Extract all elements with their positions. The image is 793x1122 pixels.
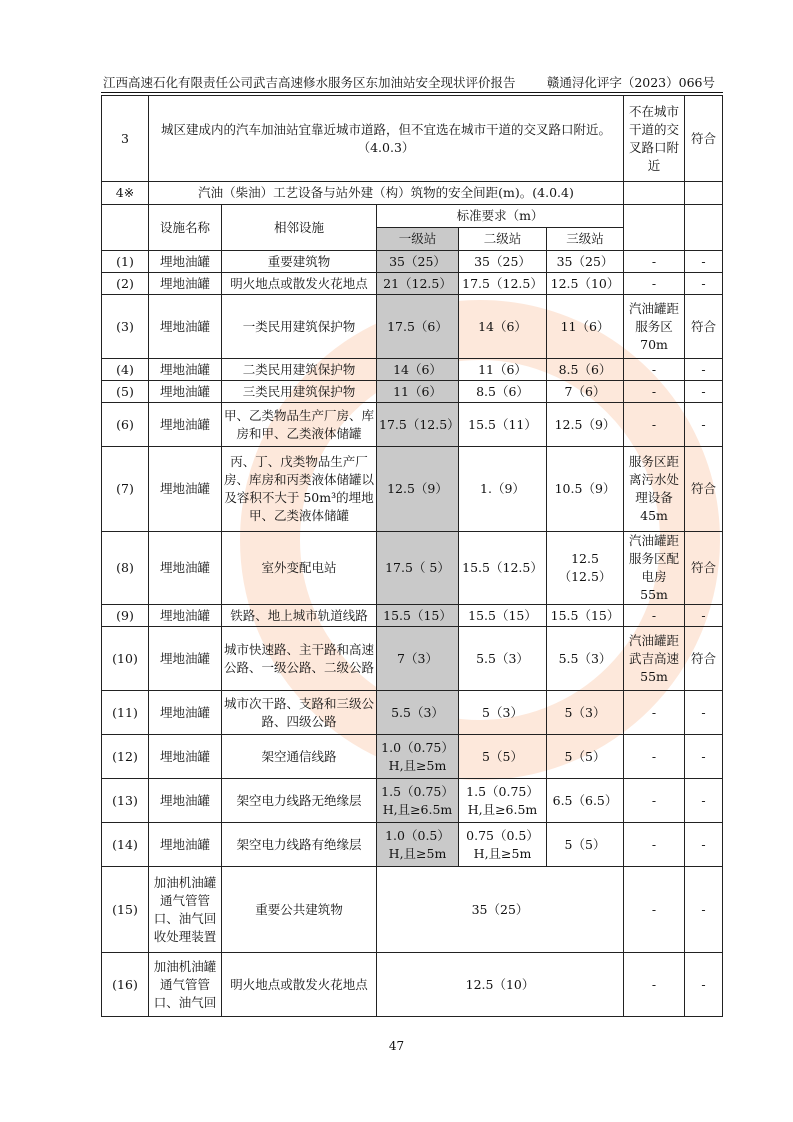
status-cell — [624, 182, 685, 205]
merged-standard-value: 35（25） — [377, 867, 624, 953]
table-header-row — [102, 205, 723, 228]
table-row — [102, 251, 723, 273]
adjacent-facility: 城市快速路、主干路和高速公路、一级公路、二级公路 — [222, 627, 377, 691]
status-cell: - — [624, 779, 685, 823]
merged-standard-value: 12.5（10） — [377, 953, 624, 1017]
adjacent-facility: 明火地点或散发火花地点 — [222, 953, 377, 1017]
adjacent-facility: 室外变配电站 — [222, 532, 377, 605]
result-cell: - — [685, 735, 723, 779]
adjacent-facility: 甲、乙类物品生产厂房、库房和甲、乙类液体储罐 — [222, 403, 377, 447]
status-cell: - — [624, 273, 685, 295]
adjacent-facility: 架空电力线路有绝缘层 — [222, 823, 377, 867]
result-cell: 符合 — [685, 96, 723, 182]
result-cell: 符合 — [685, 447, 723, 532]
row-number: (1) — [102, 251, 149, 273]
level1-value: 1.0（0.5）H,且≥5m — [377, 823, 459, 867]
status-cell: 汽油罐距服务区配电房 55m — [624, 532, 685, 605]
level1-value: 35（25） — [377, 251, 459, 273]
facility-name: 埋地油罐 — [149, 447, 222, 532]
row-number: (6) — [102, 403, 149, 447]
adjacent-facility: 丙、丁、戊类物品生产厂房、库房和丙类液体储罐以及容积不大于 50m³的埋地甲、乙类液体储罐 — [222, 447, 377, 532]
page-number: 47 — [388, 1039, 405, 1053]
adjacent-facility: 重要建筑物 — [222, 251, 377, 273]
status-cell: - — [624, 823, 685, 867]
level1-value: 17.5（ 5） — [377, 532, 459, 605]
level3-value: 12.5（10） — [547, 273, 624, 295]
result-cell: - — [685, 251, 723, 273]
level1-value: 1.5（0.75）H,且≥6.5m — [377, 779, 459, 823]
status-cell: 不在城市干道的交叉路口附近 — [624, 96, 685, 182]
row-number: (2) — [102, 273, 149, 295]
adjacent-facility: 重要公共建筑物 — [222, 867, 377, 953]
status-cell: - — [624, 381, 685, 403]
level3-value: 8.5（6） — [547, 359, 624, 381]
level2-value: 5.5（3） — [459, 627, 547, 691]
table-row — [102, 182, 723, 205]
table-row — [102, 96, 723, 182]
table-row — [102, 953, 723, 1017]
status-cell: - — [624, 691, 685, 735]
header-facility: 设施名称 — [149, 205, 222, 251]
row-number: (8) — [102, 532, 149, 605]
level1-value: 11（6） — [377, 381, 459, 403]
row-number: (11) — [102, 691, 149, 735]
facility-name: 埋地油罐 — [149, 403, 222, 447]
facility-name: 加油机油罐通气管管口、油气回收处理装置 — [149, 867, 222, 953]
facility-name: 埋地油罐 — [149, 823, 222, 867]
level3-value: 11（6） — [547, 295, 624, 359]
result-cell: - — [685, 273, 723, 295]
header-level3: 三级站 — [547, 228, 624, 251]
status-cell: - — [624, 359, 685, 381]
level2-value: 11（6） — [459, 359, 547, 381]
level3-value: 5（3） — [547, 691, 624, 735]
facility-name: 埋地油罐 — [149, 295, 222, 359]
row-number: (10) — [102, 627, 149, 691]
status-cell: - — [624, 867, 685, 953]
status-cell: 汽油罐距武吉高速55m — [624, 627, 685, 691]
result-cell: - — [685, 359, 723, 381]
header-standard: 标准要求（m） — [377, 205, 624, 228]
level2-value: 1.（9） — [459, 447, 547, 532]
level1-value: 7（3） — [377, 627, 459, 691]
facility-name: 加油机油罐通气管管口、油气回 — [149, 953, 222, 1017]
table-row — [102, 295, 723, 359]
row-number: (12) — [102, 735, 149, 779]
table-row — [102, 532, 723, 605]
row-number: 3 — [102, 96, 149, 182]
level3-value: 6.5（6.5） — [547, 779, 624, 823]
level2-value: 17.5（12.5） — [459, 273, 547, 295]
level2-value: 15.5（12.5） — [459, 532, 547, 605]
result-cell: - — [685, 867, 723, 953]
row-number: (16) — [102, 953, 149, 1017]
level3-value: 5（5） — [547, 823, 624, 867]
row-number: (15) — [102, 867, 149, 953]
result-cell: 符合 — [685, 627, 723, 691]
result-cell: 符合 — [685, 295, 723, 359]
table-row — [102, 627, 723, 691]
report-number: 赣通浔化评字（2023）066号 — [546, 75, 715, 90]
row-number: (7) — [102, 447, 149, 532]
adjacent-facility: 架空电力线路无绝缘层 — [222, 779, 377, 823]
header-blank — [624, 205, 685, 251]
status-cell: - — [624, 735, 685, 779]
adjacent-facility: 铁路、地上城市轨道线路 — [222, 605, 377, 627]
result-cell: - — [685, 381, 723, 403]
facility-name: 埋地油罐 — [149, 381, 222, 403]
result-cell: - — [685, 779, 723, 823]
level3-value: 10.5（9） — [547, 447, 624, 532]
adjacent-facility: 一类民用建筑保护物 — [222, 295, 377, 359]
level3-value: 7（6） — [547, 381, 624, 403]
level1-value: 5.5（3） — [377, 691, 459, 735]
level1-value: 12.5（9） — [377, 447, 459, 532]
result-cell: - — [685, 403, 723, 447]
level1-value: 15.5（15） — [377, 605, 459, 627]
level1-value: 17.5（12.5） — [377, 403, 459, 447]
level2-value: 15.5（11） — [459, 403, 547, 447]
level3-value: 5（5） — [547, 735, 624, 779]
table-row — [102, 605, 723, 627]
table-row — [102, 779, 723, 823]
safety-distance-table — [101, 95, 723, 1017]
header-blank — [685, 205, 723, 251]
facility-name: 埋地油罐 — [149, 251, 222, 273]
header-level1: 一级站 — [377, 228, 459, 251]
facility-name: 埋地油罐 — [149, 691, 222, 735]
level3-value: 15.5（15） — [547, 605, 624, 627]
level2-value: 1.5（0.75）H,且≥6.5m — [459, 779, 547, 823]
level3-value: 12.5（12.5） — [547, 532, 624, 605]
table-row — [102, 273, 723, 295]
adjacent-facility: 二类民用建筑保护物 — [222, 359, 377, 381]
level1-value: 21（12.5） — [377, 273, 459, 295]
table-row — [102, 447, 723, 532]
row-number: (4) — [102, 359, 149, 381]
level2-value: 15.5（15） — [459, 605, 547, 627]
header-adjacent: 相邻设施 — [222, 205, 377, 251]
level3-value: 5.5（3） — [547, 627, 624, 691]
row-number: 4※ — [102, 182, 149, 205]
facility-name: 埋地油罐 — [149, 735, 222, 779]
facility-name: 埋地油罐 — [149, 779, 222, 823]
result-cell: - — [685, 953, 723, 1017]
result-cell: - — [685, 823, 723, 867]
level1-value: 17.5（6） — [377, 295, 459, 359]
result-cell — [685, 182, 723, 205]
status-cell: - — [624, 605, 685, 627]
table-row — [102, 359, 723, 381]
facility-name: 埋地油罐 — [149, 605, 222, 627]
level3-value: 12.5（9） — [547, 403, 624, 447]
row-number: (14) — [102, 823, 149, 867]
row-number: (13) — [102, 779, 149, 823]
facility-name: 埋地油罐 — [149, 273, 222, 295]
table-row — [102, 867, 723, 953]
row-number: (3) — [102, 295, 149, 359]
adjacent-facility: 城市次干路、支路和三级公路、四级公路 — [222, 691, 377, 735]
level2-value: 5（5） — [459, 735, 547, 779]
result-cell: - — [685, 605, 723, 627]
table-row — [102, 823, 723, 867]
table-row — [102, 691, 723, 735]
level1-value: 1.0（0.75）H,且≥5m — [377, 735, 459, 779]
requirement-text: 汽油（柴油）工艺设备与站外建（构）筑物的安全间距(m)。(4.0.4) — [149, 182, 624, 205]
level1-value: 14（6） — [377, 359, 459, 381]
table-row — [102, 381, 723, 403]
header-divider — [101, 92, 723, 93]
status-cell: 服务区距离污水处理设备45m — [624, 447, 685, 532]
level2-value: 35（25） — [459, 251, 547, 273]
header-title: 江西高速石化有限责任公司武吉高速修水服务区东加油站安全现状评价报告 — [103, 75, 516, 90]
header-blank — [102, 205, 149, 251]
row-number: (9) — [102, 605, 149, 627]
facility-name: 埋地油罐 — [149, 532, 222, 605]
status-cell: - — [624, 251, 685, 273]
status-cell: 汽油罐距服务区70m — [624, 295, 685, 359]
facility-name: 埋地油罐 — [149, 359, 222, 381]
level2-value: 8.5（6） — [459, 381, 547, 403]
level3-value: 35（25） — [547, 251, 624, 273]
level2-value: 14（6） — [459, 295, 547, 359]
table-row — [102, 735, 723, 779]
result-cell: 符合 — [685, 532, 723, 605]
level2-value: 0.75（0.5）H,且≥5m — [459, 823, 547, 867]
status-cell: - — [624, 953, 685, 1017]
result-cell: - — [685, 691, 723, 735]
facility-name: 埋地油罐 — [149, 627, 222, 691]
adjacent-facility: 架空通信线路 — [222, 735, 377, 779]
requirement-text: 城区建成内的汽车加油站宜靠近城市道路，但不宜选在城市干道的交叉路口附近。（4.0.3） — [149, 96, 624, 182]
level2-value: 5（3） — [459, 691, 547, 735]
adjacent-facility: 明火地点或散发火花地点 — [222, 273, 377, 295]
row-number: (5) — [102, 381, 149, 403]
status-cell: - — [624, 403, 685, 447]
header-level2: 二级站 — [459, 228, 547, 251]
table-row — [102, 403, 723, 447]
adjacent-facility: 三类民用建筑保护物 — [222, 381, 377, 403]
